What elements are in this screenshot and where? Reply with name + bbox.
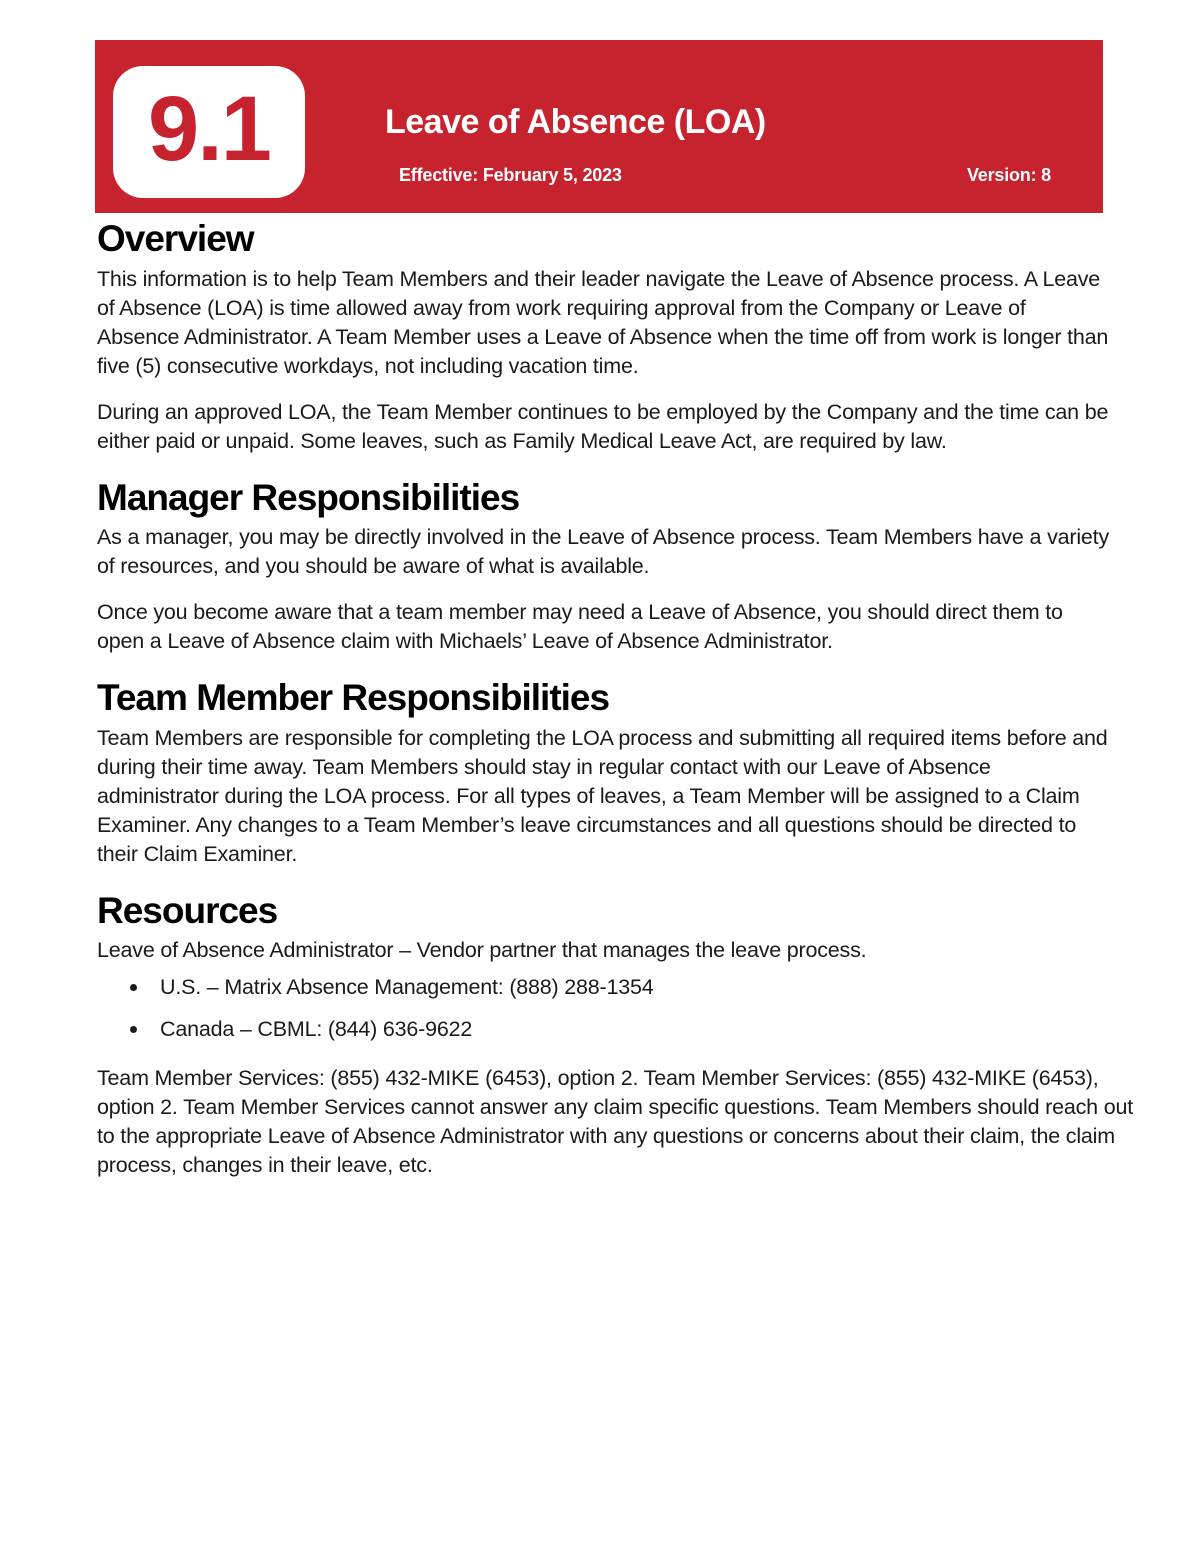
version-label: Version: 8 [966, 165, 1051, 186]
paragraph: Team Members are responsible for completing the LOA process and submitting all required items before and during their time away. Team Members should stay in regular contact with our Leave of Absence administrator during the LOA process. For all types of leaves, a Team Member will be assigned to a Claim Examiner. Any changes to a Team Member’s leave circumstances and all questions should be directed to their Claim Examiner. [97, 725, 1108, 866]
bullet-dot-icon [130, 984, 137, 991]
section-number-badge [113, 66, 305, 198]
section-heading-team-member-responsibilities: Team Member Responsibilities [97, 677, 610, 719]
section-team-member-responsibilities [97, 677, 1109, 869]
paragraph: Leave of Absence Administrator – Vendor partner that manages the leave process. [97, 938, 867, 963]
list-item [97, 1015, 1109, 1044]
header-banner [95, 40, 1103, 213]
section-manager-responsibilities [97, 477, 1109, 657]
paragraph: During an approved LOA, the Team Member continues to be employed by the Company and the time can be either paid or unpaid. Some leaves, such as Family Medical Leave Act, are required by law. [97, 399, 1109, 453]
section-heading-overview: Overview [97, 218, 254, 259]
section-heading-resources: Resources [97, 889, 278, 931]
section-heading-manager-responsibilities: Manager Responsibilities [97, 476, 520, 518]
section-number: 9.1 [148, 78, 270, 180]
list-item [97, 973, 1109, 1002]
effective-date: Effective: February 5, 2023 [399, 165, 622, 186]
banner-text-block [305, 40, 1103, 186]
bullet-text: U.S. – Matrix Absence Management: (888) 288-1354 [160, 975, 654, 1000]
banner-meta-row [385, 165, 1051, 186]
bullet-text: Canada – CBML: (844) 636-9622 [160, 1017, 473, 1042]
paragraph: Once you become aware that a team member may need a Leave of Absence, you should direct them to open a Leave of Absence claim with Michaels’ Leave of Absence Administrator. [97, 600, 1063, 654]
section-overview [97, 218, 1109, 456]
paragraph: Team Member Services: (855) 432-MIKE (6453), option 2. Team Member Services: (855) 432-MIKE (6453), option 2. Team Member Services cannot answer any claim specific questions. Team Members should reach out to the appropriate Leave of Absence Administrator with any questions or concerns about their claim, the claim process, changes in their leave, etc. [97, 1066, 1133, 1178]
paragraph: This information is to help Team Members and their leader navigate the Leave of Absence process. A Leave of Absence (LOA) is time allowed away from work requiring approval from the Company or Leave of Absence Administrator. A Team Member uses a Leave of Absence when the time off from work is longer than five (5) consecutive workdays, not including vacation time. [97, 266, 1109, 378]
paragraph: As a manager, you may be directly involved in the Leave of Absence process. Team Members have a variety of resources, and you should be aware of what is available. [97, 525, 1109, 579]
document-content [97, 218, 1133, 1180]
bullet-dot-icon [130, 1026, 137, 1033]
section-resources [97, 889, 1133, 1181]
resources-bullet-list [97, 973, 1109, 1044]
document-title: Leave of Absence (LOA) [385, 103, 766, 141]
